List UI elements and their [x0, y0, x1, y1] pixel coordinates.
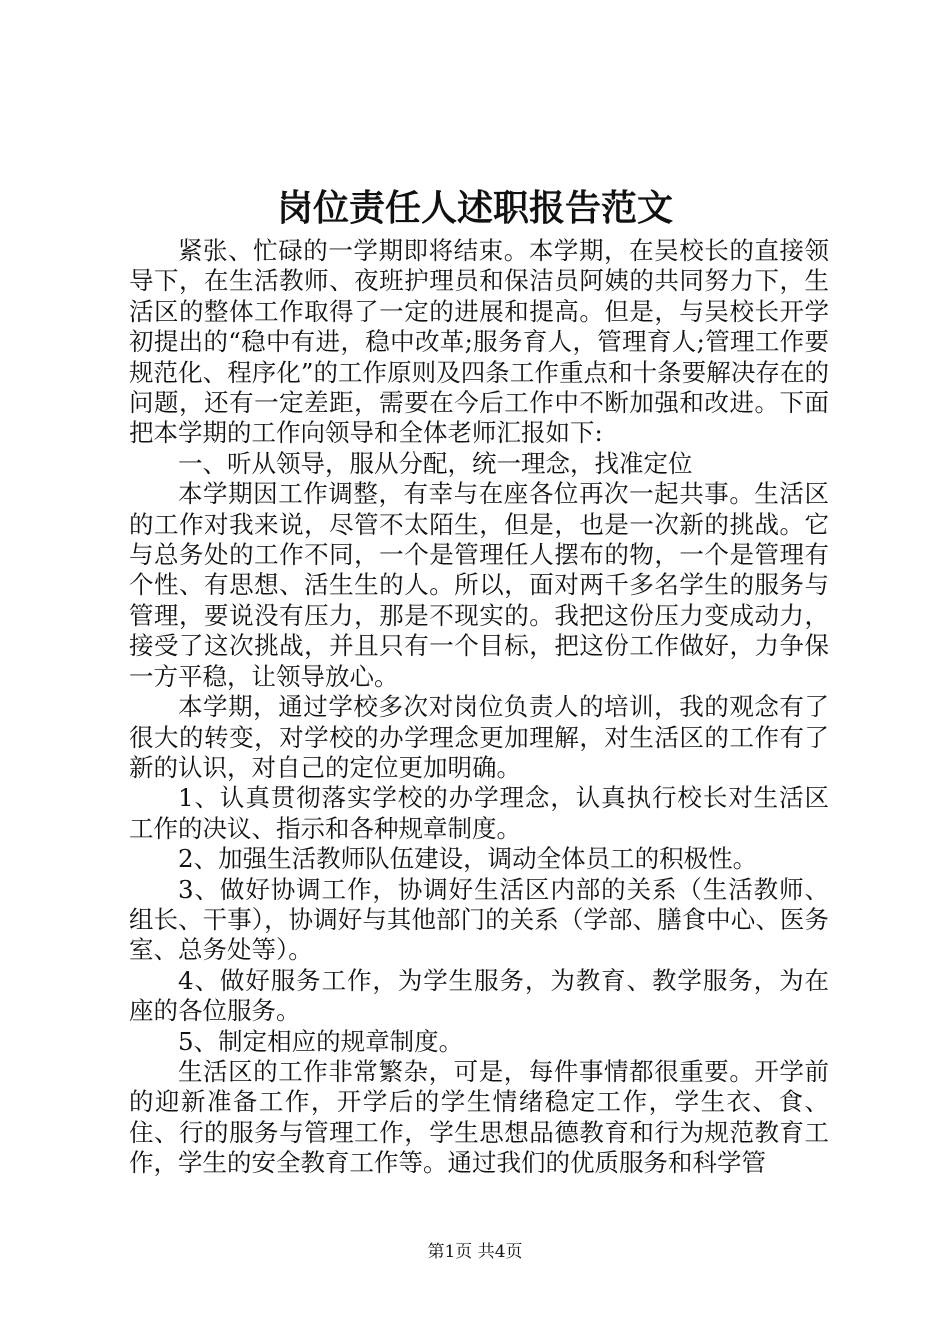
list-item: 4、做好服务工作，为学生服务，为教育、教学服务，为在座的各位服务。 [129, 965, 829, 1026]
paragraph: 紧张、忙碌的一学期即将结束。本学期，在吴校长的直接领导下，在生活教师、夜班护理员和保洁员阿姨的共同努力下，生活区的整体工作取得了一定的进展和提高。但是，与吴校长开学初提出的“稳中有进，稳中改革;服务育人，管理育人;管理工作要规范化、程序化”的工作原则及四条工作重点和十条要解决存在的问题，还有一定差距，需要在今后工作中不断加强和改进。下面把本学期的工作向领导和全体老师汇报如下: [129, 236, 829, 448]
document-body [129, 236, 829, 1179]
page-number-footer: 第1页 共4页 [427, 1242, 523, 1262]
list-item: 5、制定相应的规章制度。 [178, 1026, 464, 1056]
paragraph: 生活区的工作非常繁杂，可是，每件事情都很重要。开学前的迎新准备工作，开学后的学生情绪稳定工作，学生衣、食、住、行的服务与管理工作，学生思想品德教育和行为规范教育工作，学生的安全教育工作等。通过我们的优质服务和科学管 [129, 1056, 829, 1178]
list-item: 2、加强生活教师队伍建设，调动全体员工的积极性。 [178, 844, 758, 874]
section-heading: 一、听从领导，服从分配，统一理念，找准定位 [178, 448, 693, 478]
paragraph: 本学期，通过学校多次对岗位负责人的培训，我的观念有了很大的转变，对学校的办学理念更加理解，对生活区的工作有了新的认识，对自己的定位更加明确。 [129, 692, 829, 782]
list-item: 3、做好协调工作，协调好生活区内部的关系（生活教师、组长、干事），协调好与其他部门的关系（学部、膳食中心、医务室、总务处等）。 [129, 874, 829, 965]
document-title: 岗位责任人述职报告范文 [276, 187, 673, 229]
paragraph: 本学期因工作调整，有幸与在座各位再次一起共事。生活区的工作对我来说，尽管不太陌生，但是，也是一次新的挑战。它与总务处的工作不同，一个是管理任人摆布的物，一个是管理有个性、有思想、活生生的人。所以，面对两千多名学生的服务与管理，要说没有压力，那是不现实的。我把这份压力变成动力，接受了这次挑战，并且只有一个目标，把这份工作做好，力争保一方平稳，让领导放心。 [129, 479, 829, 691]
list-item: 1、认真贯彻落实学校的办学理念，认真执行校长对生活区工作的决议、指示和各种规章制度。 [129, 783, 829, 843]
